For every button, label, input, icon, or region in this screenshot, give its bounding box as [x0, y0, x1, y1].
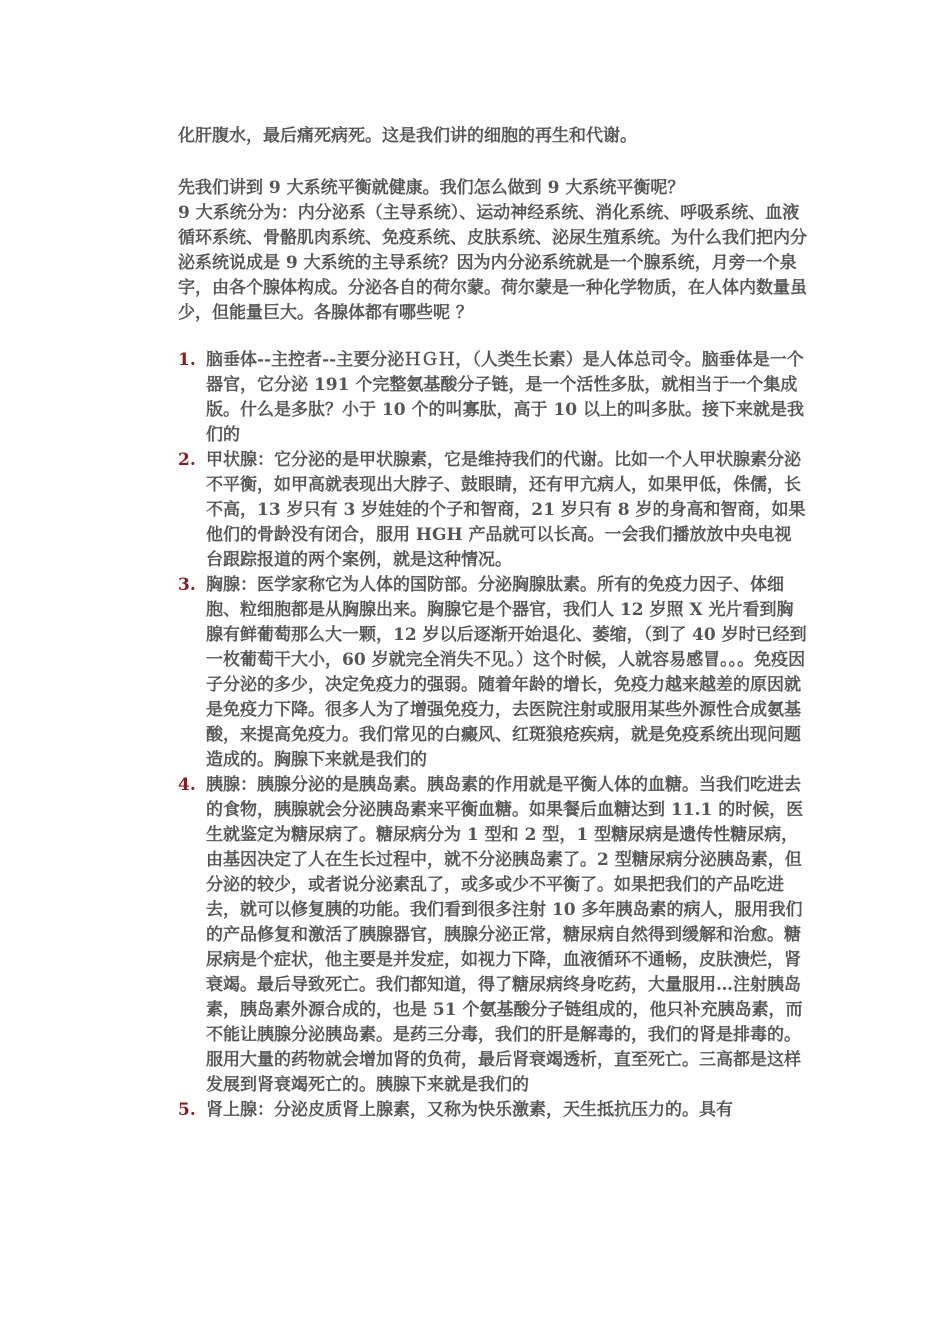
list-item: [178, 573, 808, 773]
list-number: 5.: [178, 1100, 196, 1120]
list-item: [178, 448, 808, 573]
intro-question: 先我们讲到 9 大系统平衡就健康。我们怎么做到 9 大系统平衡呢？: [178, 178, 685, 198]
intro-systems-paragraph: 9 大系统分为：内分泌系（主导系统）、运动神经系统、消化系统、呼吸系统、血液循环系统、骨骼肌肉系统、免疫系统、皮肤系统、泌尿生殖系统。为什么我们把内分泌系统说成是 9 大系统的主导系统？因为内分泌系统就是一个腺系统，月旁一个泉字，由各个腺体构成。分泌各自的荷尔蒙。荷尔蒙是一种化学物质，在人体内数量虽少，但能量巨大。各腺体都有哪些呢 ？: [178, 203, 807, 323]
list-number: 3.: [178, 575, 196, 595]
list-item: [178, 1098, 808, 1123]
list-item-text: 胰腺：胰腺分泌的是胰岛素。胰岛素的作用就是平衡人体的血糖。当我们吃进去的食物，胰腺就会分泌胰岛素来平衡血糖。如果餐后血糖达到 11.1 的时候，医生就鉴定为糖尿病了。糖尿病分为 1 型和 2 型，1 型糖尿病是遗传性糖尿病，由基因决定了人在生长过程中，就不分泌胰岛素了。2 型糖尿病分泌胰岛素，但分泌的较少，或者说分泌素乱了，或多或少不平衡了。如果把我们的产品吃进去，就可以修复胰的功能。我们看到很多注射 10 多年胰岛素的病人，服用我们的产品修复和激活了胰腺器官，胰腺分泌正常，糖尿病自然得到缓解和治愈。糖尿病是个症状，他主要是并发症，如视力下降，血液循环不通畅，皮肤溃烂，肾衰竭。最后导致死亡。我们都知道，得了糖尿病终身吃药，大量服用…注射胰岛素，胰岛素外源合成的，也是 51 个氨基酸分子链组成的，他只补充胰岛素，而不能让胰腺分泌胰岛素。是药三分毒，我们的肝是解毒的，我们的肾是排毒的。服用大量的药物就会增加肾的负荷，最后肾衰竭透析，直至死亡。三高都是这样发展到肾衰竭死亡的。胰腺下来就是我们的: [206, 775, 804, 1095]
document-body: [178, 124, 808, 1123]
list-item-text: 胸腺：医学家称它为人体的国防部。分泌胸腺肽素。所有的免疫力因子、体细胞、粒细胞都是从胸腺出来。胸腺它是个器官，我们人 12 岁照 X 光片看到胸腺有鲜葡萄那么大一颗，12 岁以后逐渐开始退化、萎缩，（到了 40 岁时已经到一枚葡萄干大小，60 岁就完全消失不见。）这个时候，人就容易感冒。。。免疫因子分泌的多少，决定免疫力的强弱。随着年龄的增长，免疫力越来越差的原因就是免疫力下降。很多人为了增强免疫力，去医院注射或服用某些外源性合成氨基酸，来提高免疫力。我们常见的白癜风、红斑狼疮疾病，就是免疫系统出现问题造成的。胸腺下来就是我们的: [206, 575, 807, 770]
list-item-text: 肾上腺：分泌皮质肾上腺素，又称为快乐激素，天生抵抗压力的。具有: [206, 1100, 733, 1120]
intro-continuation: 化肝腹水，最后痛死病死。这是我们讲的细胞的再生和代谢。: [178, 126, 637, 146]
gland-list: [178, 348, 808, 1123]
list-number: 4.: [178, 775, 196, 795]
list-item-text: 甲状腺：它分泌的是甲状腺素，它是维持我们的代谢。比如一个人甲状腺素分泌不平衡，如甲高就表现出大脖子、鼓眼睛，还有甲亢病人，如果甲低，侏儒，长不高，13 岁只有 3 岁娃娃的个子和智商，21 岁只有 8 岁的身高和智商，如果他们的骨龄没有闭合，服用 HGH 产品就可以长高。一会我们播放放中央电视台跟踪报道的两个案例，就是这种情况。: [206, 450, 806, 570]
list-item: [178, 773, 808, 1098]
list-item: [178, 348, 808, 448]
list-item-text: 脑垂体--主控者--主要分泌ＨＧＨ，（人类生长素）是人体总司令。脑垂体是一个器官，它分泌 191 个完整氨基酸分子链，是一个活性多肽，就相当于一个集成版。什么是多肽？小于 10 个的叫寡肽，高于 10 以上的叫多肽。接下来就是我们的: [206, 350, 804, 445]
list-number: 1.: [178, 350, 196, 370]
list-number: 2.: [178, 450, 196, 470]
